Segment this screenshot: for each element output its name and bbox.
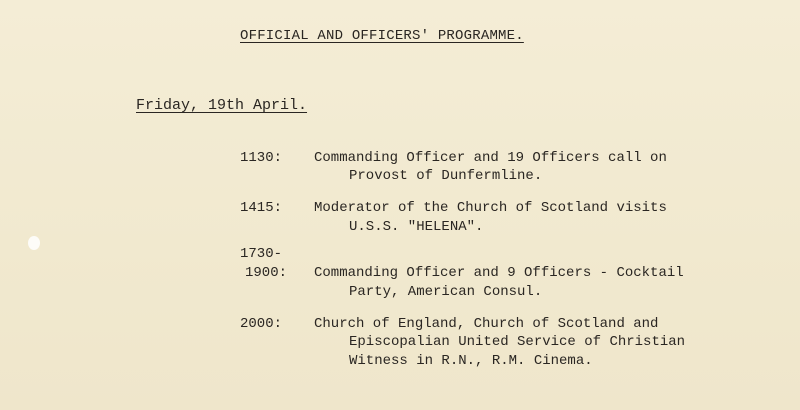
day-heading: Friday, 19th April. <box>136 97 308 114</box>
entry-description-line: Church of England, Church of Scotland and <box>314 316 659 332</box>
entry-description-line: Witness in R.N., R.M. Cinema. <box>349 353 593 369</box>
entry-description-line: U.S.S. "HELENA". <box>349 219 484 235</box>
entry-time: 1900: <box>245 265 288 281</box>
entry-description-line: Commanding Officer and 19 Officers call on <box>314 150 667 166</box>
entry-time: 2000: <box>240 316 283 332</box>
entry-description-line: Moderator of the Church of Scotland visits <box>314 200 667 216</box>
punch-hole <box>28 236 40 250</box>
page-title: OFFICIAL AND OFFICERS' PROGRAMME. <box>240 28 524 44</box>
entry-time: 1415: <box>240 200 283 216</box>
entry-description-line: Commanding Officer and 9 Officers - Cocktail <box>314 265 684 281</box>
entry-time: 1730- <box>240 246 283 262</box>
entry-description-line: Provost of Dunfermline. <box>349 168 543 184</box>
entry-description-line: Party, American Consul. <box>349 284 543 300</box>
entry-time: 1130: <box>240 150 283 166</box>
entry-description-line: Episcopalian United Service of Christian <box>349 334 686 350</box>
